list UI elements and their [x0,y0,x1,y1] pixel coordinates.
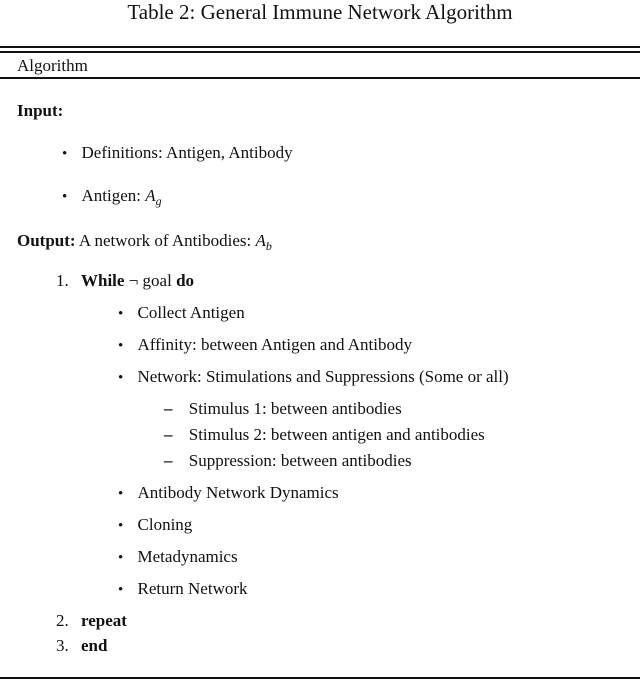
input-item-text: Antigen: [81,186,142,205]
math-symbol: A [255,231,266,250]
bullet-icon: • [118,306,124,322]
loop-item [118,366,509,389]
keyword: do [176,271,195,290]
loop-item-text: Return Network [137,579,248,598]
loop-item-text: Cloning [137,515,193,534]
keyword: end [81,636,108,655]
network-subitem [164,424,485,446]
loop-item [118,546,238,569]
output-text: A network of Antibodies: [78,231,252,250]
bullet-icon: • [118,582,124,598]
top-rule-1 [0,46,640,48]
output-label: Output: [17,231,76,250]
step-1 [56,270,194,292]
subitem-text: Stimulus 2: between antigen and antibodies [188,425,485,444]
loop-item [118,578,248,601]
math-symbol: A [145,186,156,205]
step-number: 2. [56,611,69,630]
dash-icon: – [164,399,173,418]
top-rule-2 [0,51,640,53]
step-3 [56,635,107,657]
bullet-icon: • [62,189,68,205]
math-subscript: b [265,239,272,253]
input-label: Input: [17,101,64,120]
loop-item-text: Network: Stimulations and Suppressions (Some or all) [137,367,509,386]
bottom-rule [0,677,640,679]
table-caption: Table 2: General Immune Network Algorithm [127,0,513,24]
loop-item-text: Metadynamics [137,547,238,566]
output-line [17,230,272,252]
table-header: Algorithm [17,56,88,75]
loop-item-text: Affinity: between Antigen and Antibody [137,335,412,354]
loop-item [118,514,192,537]
step-number: 1. [56,271,69,290]
loop-item-text: Antibody Network Dynamics [137,483,339,502]
bullet-icon: • [118,370,124,386]
loop-item-text: Collect Antigen [137,303,245,322]
bullet-icon: • [118,518,124,534]
loop-item [118,482,339,505]
input-item [62,142,293,165]
loop-item [118,334,412,357]
header-rule [0,77,640,79]
bullet-icon: • [118,486,124,502]
dash-icon: – [164,451,173,470]
network-subitem [164,450,412,472]
bullet-icon: • [62,146,68,162]
loop-item [118,302,245,325]
input-item [62,185,162,208]
subitem-text: Stimulus 1: between antibodies [188,399,402,418]
keyword: While [81,271,125,290]
step-2 [56,610,127,632]
keyword: repeat [81,611,127,630]
input-item-text: Definitions: Antigen, Antibody [81,143,293,162]
bullet-icon: • [118,550,124,566]
network-subitem [164,398,402,420]
subitem-text: Suppression: between antibodies [188,451,412,470]
math-subscript: g [155,194,162,208]
bullet-icon: • [118,338,124,354]
condition: ¬ goal [128,271,172,290]
step-number: 3. [56,636,69,655]
dash-icon: – [164,425,173,444]
